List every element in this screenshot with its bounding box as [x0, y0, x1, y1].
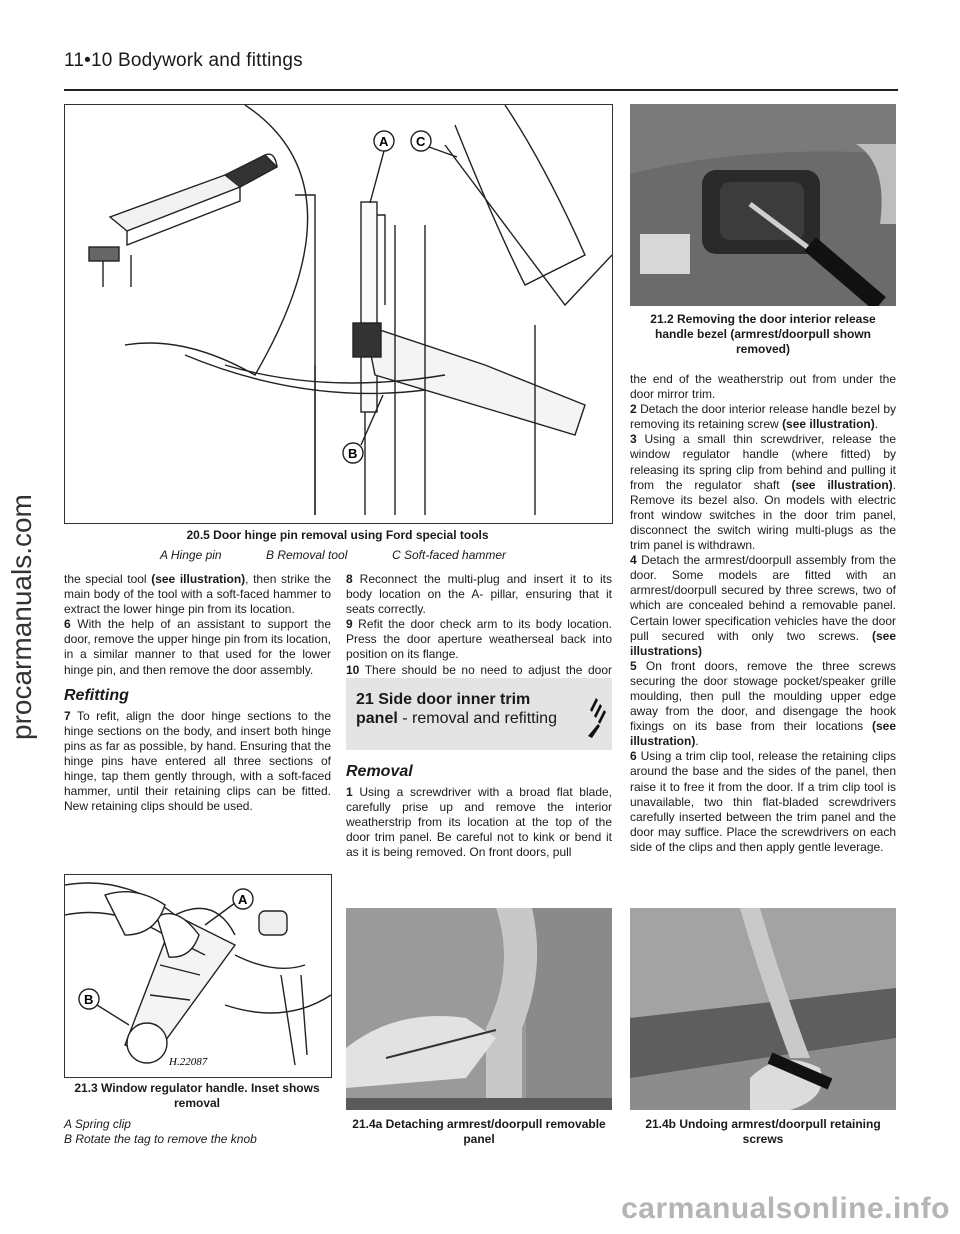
column-3 — [630, 372, 896, 855]
label-b: B — [348, 446, 358, 461]
label-a: A — [379, 134, 389, 149]
paragraph-removal-3: 3 Using a small thin screwdriver, release the window regulator handle (where fitted) by releasing its spring clip from behind and pulling it from the regulator shaft (see illustration). Remove its bezel also. On models with electric front window switches in the door trim panel, disconnect the switch wiring multi-plugs as the trim panel is withdrawn. — [630, 432, 896, 553]
paragraph-removal-4: 4 Detach the armrest/doorpull assembly from the door. Some models are fitted with an armrest/doorpull secured by three screws, two of which are concealed behind a removable panel. Certain lower specification vehicles have the door pull secured with only two screws. (see illustrations) — [630, 553, 896, 658]
figure-21-4a-photo — [346, 908, 612, 1110]
figure-21-4b-photo — [630, 908, 896, 1110]
label-c: C — [416, 134, 426, 149]
removal-heading: Removal — [346, 763, 413, 780]
figure-20-5-drawing — [64, 104, 613, 524]
figure-21-4a-caption: 21.4a Detaching armrest/doorpull removable panel — [352, 1117, 606, 1146]
figure-20-5-legend-c: C Soft-faced hammer — [392, 548, 507, 562]
page-header: 11•10 Bodywork and fittings — [64, 50, 303, 71]
window-regulator-handle-illustration — [65, 875, 331, 1077]
paragraph-1-cont: the end of the weatherstrip out from under the door mirror trim. — [630, 372, 896, 402]
column-1 — [64, 572, 331, 814]
paragraph-removal-6: 6 Using a trim clip tool, release the retaining clips around the base and the sides of the panel, then raise it to free it from the door. If a trim clip tool is unavailable, two thin flat-bladed screwdrivers carefully inserted between the trim panel and the door may suffice. Place the screwdrivers on each side of the clips and then apply gentle leverage. — [630, 749, 896, 854]
figure-21-3-drawing — [64, 874, 332, 1078]
figure-20-5-legend-b: B Removal tool — [266, 548, 348, 562]
figure-21-3-caption: 21.3 Window regulator handle. Inset shows removal — [74, 1081, 320, 1110]
difficulty-spanner-icon — [586, 690, 608, 740]
figure-21-3-legend-b: B Rotate the tag to remove the knob — [64, 1132, 257, 1146]
armrest-panel-photo — [346, 908, 612, 1110]
figure-21-4b-caption: 21.4b Undoing armrest/doorpull retaining screws — [645, 1117, 881, 1146]
drawing-ref: H.22087 — [169, 1056, 208, 1068]
watermark-bottom: carmanualsonline.info — [621, 1192, 950, 1225]
paragraph-7: 7 To refit, align the door hinge sections to the hinge sections on the body, and insert both hinge pins as far as possible, by hand. Ensuring that the hinge pins have entered all three sections of hinge, tap them gently through, with a soft-faced hammer, until their retaining clips can be fitted. New retaining clips should be used. — [64, 708, 331, 814]
paragraph-removal-1: 1 Using a screwdriver with a broad flat blade, carefully prise up and remove the interior weatherstrip from its location at the top of the door trim panel. Be careful not to kink or bend it as it is being removed. On front doors, pull — [346, 785, 612, 860]
hinge-pin-tool-illustration — [65, 105, 612, 523]
column-2-removal — [346, 764, 612, 861]
figure-20-5-legend-a: A Hinge pin — [160, 548, 222, 562]
figure-21-2-caption: 21.2 Removing the door interior release handle bezel (armrest/doorpull shown removed) — [650, 312, 876, 356]
figure-20-5-caption: 20.5 Door hinge pin removal using Ford special tools — [186, 528, 489, 542]
paragraph-5-cont: the special tool (see illustration), then strike the main body of the tool with a soft-faced hammer to extract the lower hinge pin from its location. — [64, 572, 332, 617]
label-b: B — [84, 992, 94, 1007]
watermark-left: procarmanuals.com — [6, 494, 37, 740]
paragraph-8: 8 Reconnect the multi-plug and insert it to its body location on the A- pillar, ensuring that it seats correctly. — [346, 572, 612, 617]
armrest-screws-photo — [630, 908, 896, 1110]
paragraph-6: 6 With the help of an assistant to support the door, remove the upper hinge pin from its location, in a similar manner to that used for the lower hinge pin, and then remove the door assembly. — [64, 617, 331, 677]
door-release-bezel-photo — [630, 104, 896, 306]
paragraph-9: 9 Refit the door check arm to its body location. Press the door aperture weatherseal back into position on its flange. — [346, 617, 612, 662]
paragraph-removal-5: 5 On front doors, remove the three screws securing the door stowage pocket/speaker grille moulding, then pull the moulding upper edge away from the door, and disengage the hook fixings on its base from their locations (see illustration). — [630, 658, 896, 749]
column-2 — [346, 572, 612, 693]
section-21-heading: 21 Side door inner trim panel - removal and refitting — [356, 691, 557, 727]
figure-21-3-legend-a: A Spring clip — [64, 1117, 131, 1131]
header-rule — [64, 89, 898, 91]
refitting-heading: Refitting — [64, 686, 129, 704]
label-a: A — [238, 892, 248, 907]
paragraph-10: 10 There should be no need to adjust the door — [346, 662, 612, 677]
figure-21-2-photo — [630, 104, 896, 306]
paragraph-removal-2: 2 Detach the door interior release handle bezel by removing its retaining screw (see illustration). — [630, 402, 896, 432]
